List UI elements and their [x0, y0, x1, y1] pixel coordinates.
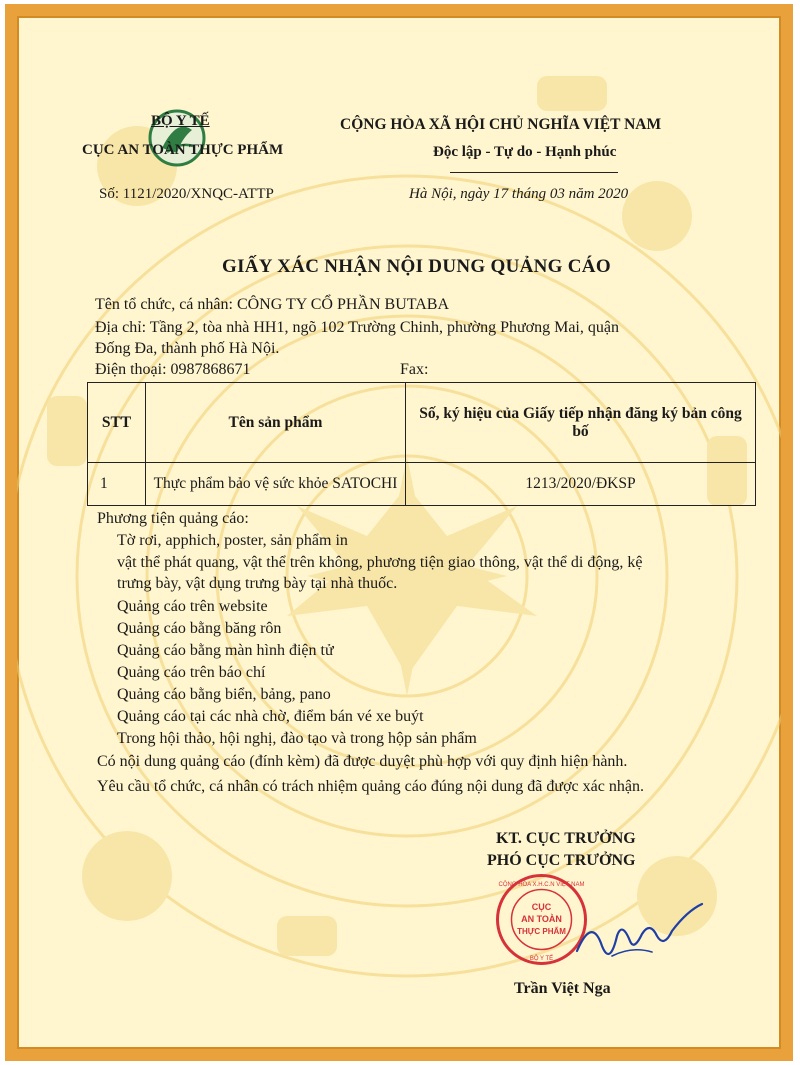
table-row [88, 463, 756, 506]
cell-stt: 1 [88, 463, 146, 506]
agency-name: CỤC AN TOÀN THỰC PHẨM [82, 142, 284, 158]
approval-statement: Có nội dung quảng cáo (đính kèm) đã được duyệt phù hợp với quy định hiện hành. [97, 753, 628, 770]
media-item: trưng bày, vật dụng trưng bày tại nhà thuốc. [117, 575, 398, 592]
svg-text:CỘNG HÒA X.H.C.N VIỆT NAM: CỘNG HÒA X.H.C.N VIỆT NAM [498, 882, 585, 888]
applicant-address-line-1: Địa chỉ: Tầng 2, tòa nhà HH1, ngõ 102 Trường Chinh, phường Phương Mai, quận [95, 319, 619, 336]
media-item: Tờ rơi, apphich, poster, sản phẩm in [117, 532, 348, 549]
svg-text:THỰC PHẨM: THỰC PHẨM [517, 927, 566, 936]
responsibility-statement: Yêu cầu tổ chức, cá nhân có trách nhiệm quảng cáo đúng nội dung đã được xác nhận. [97, 778, 644, 795]
column-header-stt: STT [88, 383, 146, 463]
signer-title-1: KT. CỤC TRƯỞNG [496, 830, 636, 847]
place-and-date: Hà Nội, ngày 17 tháng 03 năm 2020 [409, 186, 629, 202]
applicant-fax: Fax: [400, 361, 429, 378]
media-item: Quảng cáo bằng băng rôn [117, 620, 282, 637]
cell-product-name: Thực phẩm bảo vệ sức khỏe SATOCHI [146, 463, 406, 506]
document-frame [5, 4, 793, 1061]
motto-underline [450, 172, 618, 173]
column-header-product-name: Tên sản phẩm [146, 383, 406, 463]
product-table [87, 382, 756, 506]
media-item: Quảng cáo trên báo chí [117, 664, 266, 681]
document-title: GIẤY XÁC NHẬN NỘI DUNG QUẢNG CÁO [222, 256, 611, 277]
national-title: CỘNG HÒA XÃ HỘI CHỦ NGHĨA VIỆT NAM [340, 116, 662, 133]
applicant-phone: Điện thoại: 0987868671 [95, 361, 251, 378]
media-item: Quảng cáo trên website [117, 598, 268, 615]
column-header-registration-code: Số, ký hiệu của Giấy tiếp nhận đăng ký bản công bố [406, 383, 756, 463]
svg-text:BỘ Y TẾ: BỘ Y TẾ [529, 956, 554, 962]
reference-number: Số: 1121/2020/XNQC-ATTP [99, 186, 274, 202]
media-heading: Phương tiện quảng cáo: [97, 510, 249, 527]
applicant-address-line-2: Đống Đa, thành phố Hà Nội. [95, 340, 280, 357]
svg-text:CỤC: CỤC [531, 902, 552, 912]
handwritten-signature-icon [572, 896, 707, 971]
applicant-name: Tên tổ chức, cá nhân: CÔNG TY CỔ PHẦN BUTABA [95, 296, 450, 313]
cell-registration-code: 1213/2020/ĐKSP [406, 463, 756, 506]
national-motto: Độc lập - Tự do - Hạnh phúc [433, 144, 617, 160]
media-item: Trong hội thảo, hội nghị, đào tạo và trong hộp sản phẩm [117, 730, 477, 747]
media-item: Quảng cáo tại các nhà chờ, điểm bán vé xe buýt [117, 708, 424, 725]
media-item: Quảng cáo bằng màn hình điện tử [117, 642, 334, 659]
media-item: Quảng cáo bằng biển, bảng, pano [117, 686, 331, 703]
signer-title-2: PHÓ CỤC TRƯỞNG [487, 852, 636, 869]
signer-name: Trần Việt Nga [514, 980, 611, 997]
ministry-name: BỘ Y TẾ [151, 113, 210, 129]
media-item: vật thể phát quang, vật thể trên không, phương tiện giao thông, vật thể di động, kệ [117, 554, 643, 571]
table-header-row [88, 383, 756, 463]
svg-text:AN TOÀN: AN TOÀN [521, 914, 562, 924]
document-content [17, 16, 781, 1049]
